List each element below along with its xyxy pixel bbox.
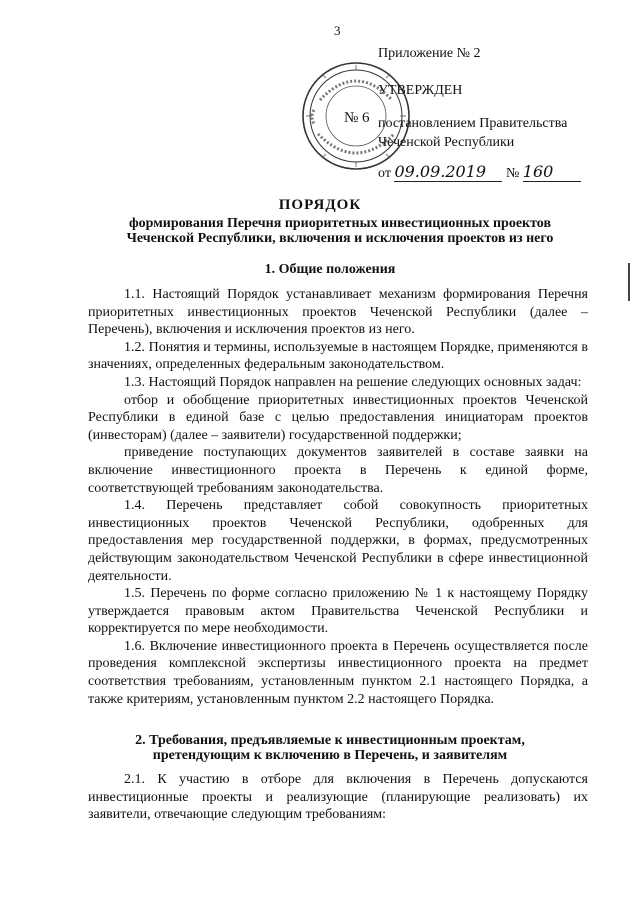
- margin-mark: [628, 263, 630, 301]
- paragraph-1-3-a: отбор и обобщение приоритетных инвестиционных проектов Чеченской Республики в единой базе с целью предоставления инициаторам проектов (инвесторам) (далее – заявители) государственной поддержки;: [88, 392, 588, 443]
- paragraph-2-1: 2.1. К участию в отборе для включения в Перечень допускаются инвестиционные проекты и реализующие (планирующие реализовать) их заявители, отвечающие следующим требованиям:: [88, 772, 588, 823]
- approved-by-line2: Чеченской Республики: [378, 135, 515, 150]
- document-subtitle: формирования Перечня приоритетных инвестиционных проектов Чеченской Республики, включения и исключения проектов из него: [126, 216, 554, 246]
- section-2-heading: [0, 733, 640, 763]
- stamp-number: № 6: [344, 110, 370, 126]
- approval-date-line: [378, 162, 581, 183]
- appendix-label: Приложение № 2: [378, 46, 481, 61]
- approval-date: 09.09.2019: [394, 162, 502, 182]
- document-title: ПОРЯДОК: [278, 197, 362, 213]
- paragraph-1-3-b: приведение поступающих документов заявителей в составе заявки на включение инвестиционного проекта в Перечень к единой форме, соответствующей требованиям законодательства.: [88, 445, 588, 496]
- section-1-body: [88, 286, 588, 708]
- approved-by-line1: постановлением Правительства: [378, 116, 568, 131]
- paragraph-1-6: 1.6. Включение инвестиционного проекта в Перечень осуществляется после проведения комплексной экспертизы инвестиционного проекта на предмет соответствия требованиям, установленным пунктом 2.1 настоящего Порядка, а также критериям, установленным пунктом 2.2 настоящего Порядка.: [88, 638, 588, 707]
- section-2-heading-line1: 2. Требования, предъявляемые к инвестиционным проектам,: [135, 733, 525, 748]
- section-1-heading: 1. Общие положения: [264, 262, 396, 277]
- paragraph-1-3: 1.3. Настоящий Порядок направлен на решение следующих основных задач:: [124, 374, 582, 390]
- number-prefix: №: [505, 166, 520, 181]
- paragraph-1-4: 1.4. Перечень представляет собой совокупность приоритетных инвестиционных проектов Чеченской Республики, одобренных для предоставления мер государственной поддержки, в формах, предусмотренных действующим законодательством Чеченской Республики в сфере инвестиционной деятельности.: [88, 498, 588, 584]
- paragraph-1-5: 1.5. Перечень по форме согласно приложению № 1 к настоящему Порядку утверждается правовым актом Правительства Чеченской Республики и корректируется по мере необходимости.: [88, 586, 588, 637]
- section-2-body: [88, 771, 588, 824]
- approval-number: 160: [523, 162, 581, 182]
- section-2-heading-line2: претендующим к включению в Перечень, и заявителям: [152, 748, 508, 763]
- approved-label: УТВЕРЖДЕН: [378, 83, 463, 98]
- date-prefix: от: [378, 166, 391, 181]
- paragraph-1-1: 1.1. Настоящий Порядок устанавливает механизм формирования Перечня приоритетных инвестиционных проектов Чеченской Республики (далее – Перечень), включения и исключения проектов из него.: [88, 287, 588, 338]
- approval-block: [378, 44, 581, 183]
- page-number: 3: [334, 23, 341, 38]
- paragraph-1-2: 1.2. Понятия и термины, используемые в настоящем Порядке, применяются в значениях, определенных федеральным законодательством.: [88, 339, 588, 373]
